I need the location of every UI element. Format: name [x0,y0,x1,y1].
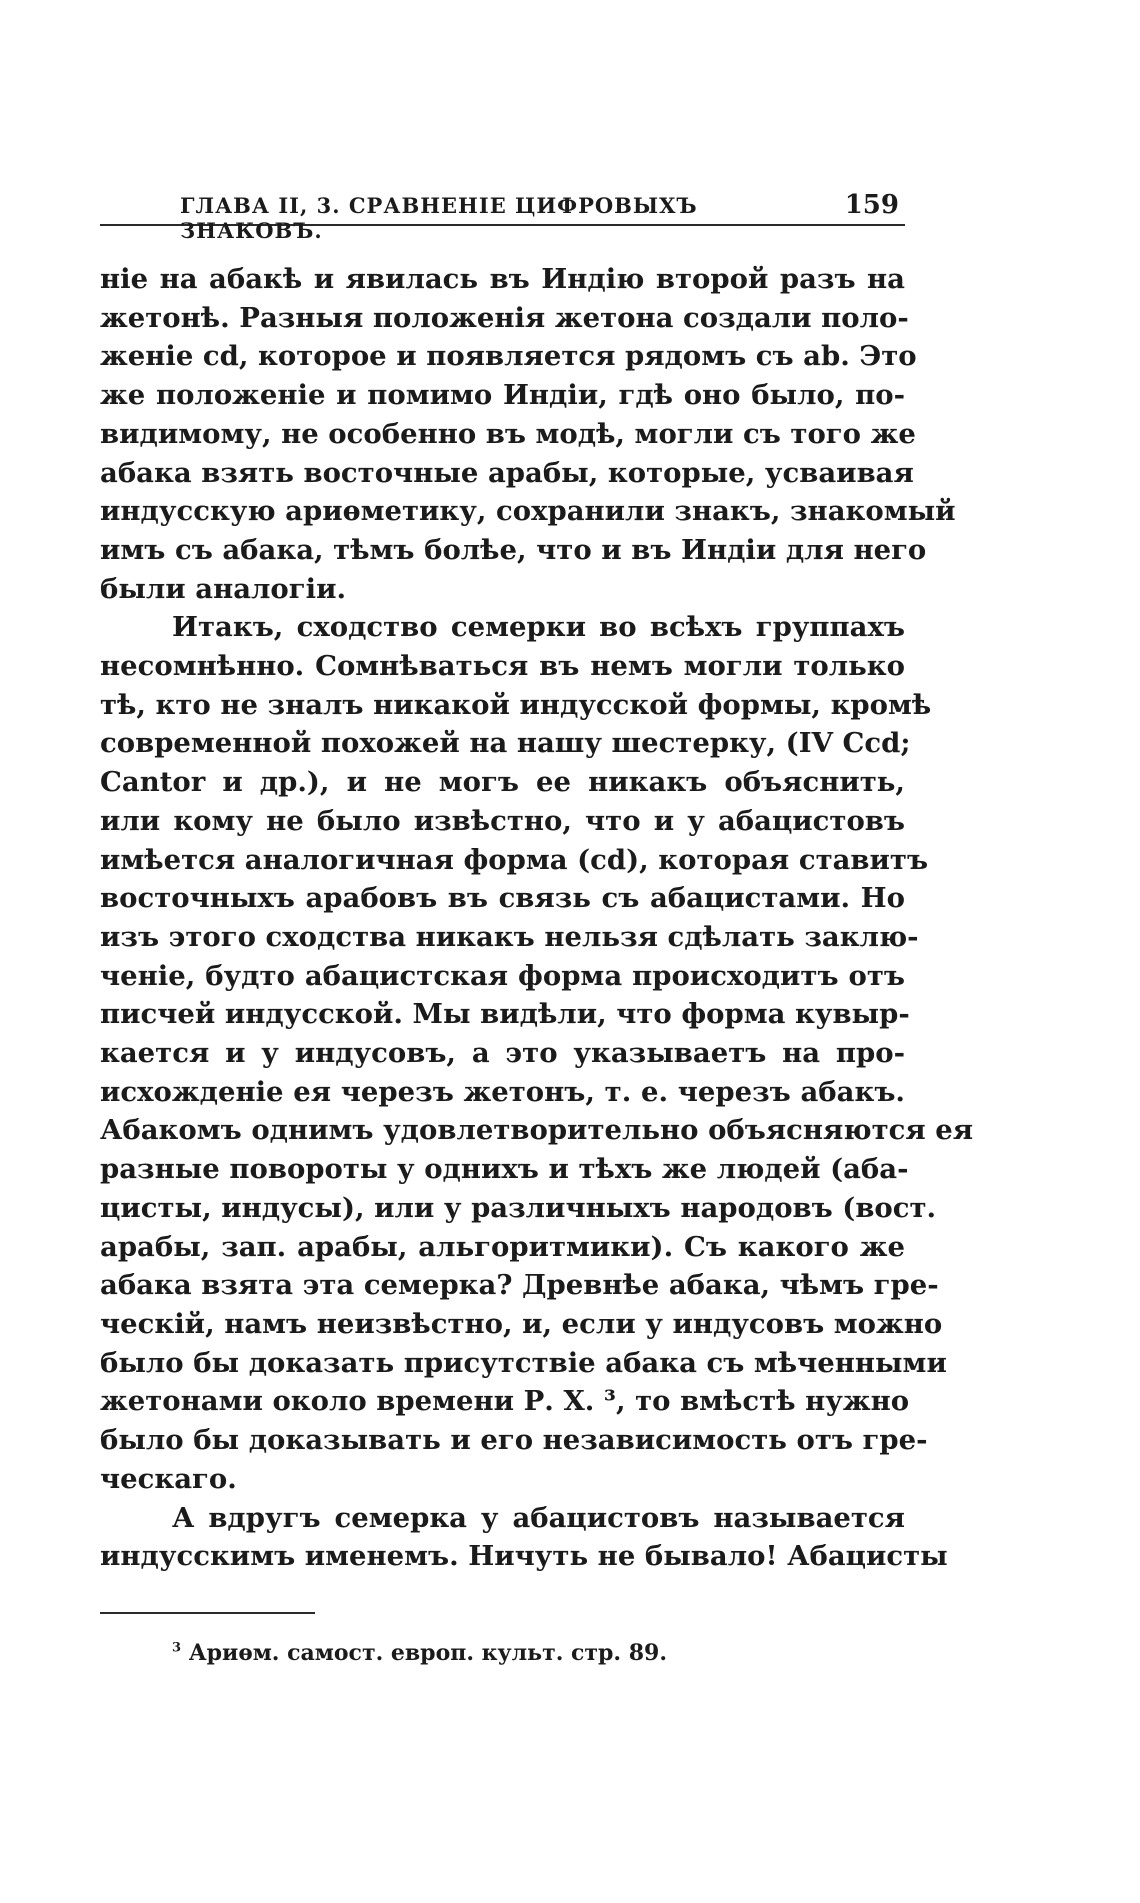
text-line: имъ съ абака, тѣмъ болѣе, что и въ Индіи для него [100,533,927,566]
paragraph [100,1499,948,1576]
footnote-divider [100,1612,315,1614]
text-line: индусскимъ именемъ. Ничуть не бывало! Абацисты [100,1540,948,1573]
footnote-text: Ариѳм. самост. европ. культ. стр. 89. [188,1639,668,1666]
footnote [100,1640,905,1666]
text-line: жетонами около времени Р. Х. ³, то вмѣстѣ нужно [100,1385,910,1418]
text-line: абака взята эта семерка? Древнѣе абака, чѣмъ гре- [100,1269,939,1302]
text-line: Абакомъ однимъ удовлетворительно объясняются ея [100,1114,974,1147]
text-line: было бы доказывать и его независимость отъ гре- [100,1424,928,1457]
text-line: ческаго. [100,1462,237,1495]
text-line: кается и у индусовъ, а это указываетъ на про- [100,1037,905,1070]
running-header [100,190,905,243]
text-line: восточныхъ арабовъ въ связь съ абацистами. Но [100,882,905,915]
text-line: изъ этого сходства никакъ нельзя сдѣлать заклю- [100,920,919,953]
text-line: видимому, не особенно въ модѣ, могли съ того же [100,417,916,450]
text-line: жетонѣ. Разныя положенія жетона создали поло- [100,301,909,334]
text-line: писчей индусской. Мы видѣли, что форма кувыр- [100,998,910,1031]
text-line: современной похожей на нашу шестерку, (IV Ccd; [100,727,911,760]
text-line: арабы, зап. арабы, альгоритмики). Съ какого же [100,1230,905,1263]
text-line: индусскую ариѳметику, сохранили знакъ, знакомый [100,495,956,528]
text-line: несомнѣнно. Сомнѣваться въ немъ могли только [100,650,905,683]
text-line: абака взять восточные арабы, которые, усваивая [100,456,914,489]
text-line: были аналогіи. [100,572,347,605]
text-line: тѣ, кто не зналъ никакой индусской формы, кромѣ [100,688,932,721]
text-line: ченіе, будто абацистская форма происходитъ отъ [100,959,905,992]
text-line: же положеніе и помимо Индіи, гдѣ оно было, по- [100,379,905,412]
text-line: разные повороты у однихъ и тѣхъ же людей (аба- [100,1153,909,1186]
text-line: ніе на абакѣ и явилась въ Индію второй разъ на [100,263,905,295]
text-line: было бы доказать присутствіе абака съ мѣченными [100,1346,947,1379]
text-line: исхожденіе ея черезъ жетонъ, т. е. черезъ абакъ. [100,1075,905,1108]
paragraph [100,260,956,608]
text-line: Итакъ, сходство семерки во всѣхъ группахъ [172,611,905,644]
page-number: 159 [844,190,899,220]
book-page [100,190,974,1666]
paragraph [100,608,974,1498]
text-line: А вдругъ семерка у абацистовъ называется [172,1501,905,1534]
text-line: Cantor и др.), и не могъ ее никакъ объяснить, [100,766,905,799]
text-line: или кому не было извѣстно, что и у абацистовъ [100,804,905,837]
text-line: цисты, индусы), или у различныхъ народовъ (вост. [100,1191,937,1224]
chapter-title: ГЛАВА II, 3. СРАВНЕНІЕ ЦИФРОВЫХЪ ЗНАКОВЪ. [180,193,698,243]
text-line: имѣется аналогичная форма (cd), которая ставитъ [100,843,929,876]
body-text [100,260,974,1576]
text-line: женіе cd, которое и появляется рядомъ съ ab. Это [100,340,917,373]
text-line: ческій, намъ неизвѣстно, и, если у индусовъ можно [100,1307,943,1340]
footnote-marker: 3 [172,1640,182,1656]
